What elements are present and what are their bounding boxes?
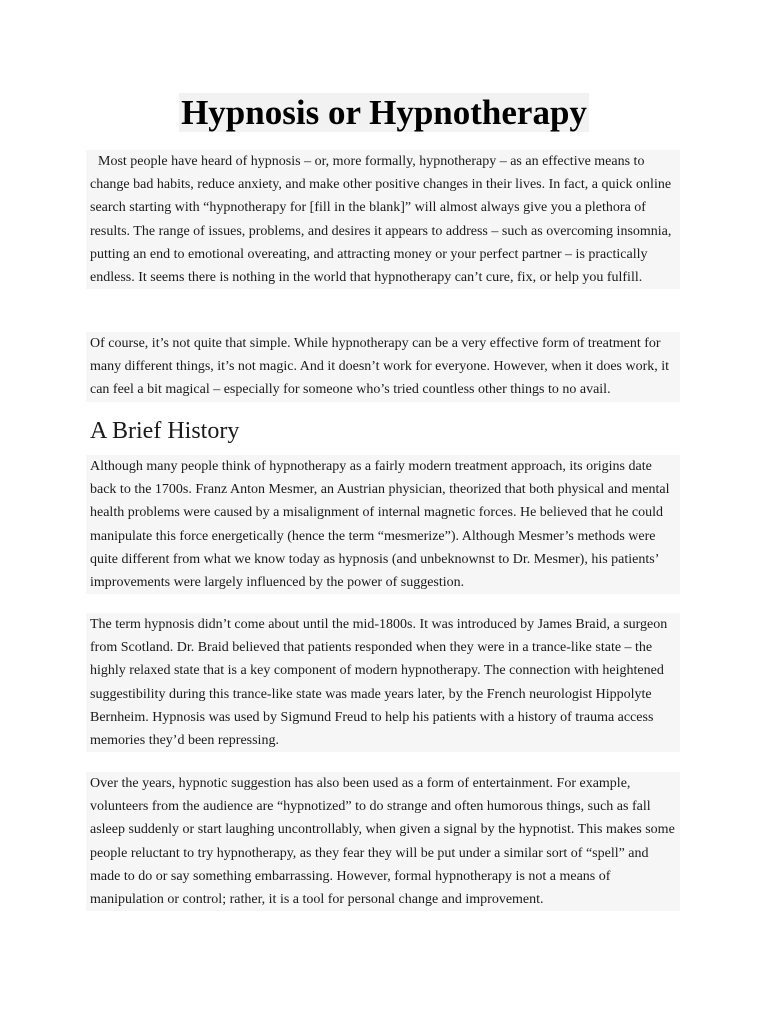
history-paragraph-block <box>86 613 680 752</box>
history-paragraph: The term hypnosis didn’t come about until the mid-1800s. It was introduced by James Braid, a surgeon from Scotland. Dr. Braid believed that patients responded when they were in a trance-like state – the highly relaxed state that is a key component of modern hypnotherapy. The connection with heightened suggestibility during this trance-like state was made years later, by the French neurologist Hippolyte Bernheim. Hypnosis was used by Sigmund Freud to help his patients with a history of trauma access memories they’d been repressing. <box>90 617 668 749</box>
history-paragraph: Although many people think of hypnotherapy as a fairly modern treatment approach, its origins date back to the 1700s. Franz Anton Mesmer, an Austrian physician, theorized that both physical and mental health problems were caused by a misalignment of internal magnetic forces. He believed that he could manipulate this force energetically (hence the term “mesmerize”). Although Mesmer’s methods were quite different from what we know today as hypnosis (and unbeknownst to Dr. Mesmer), his patients’ improvements were largely influenced by the power of suggestion. <box>90 459 670 591</box>
caveat-paragraph: Of course, it’s not quite that simple. While hypnotherapy can be a very effective form of treatment for many different things, it’s not magic. And it doesn’t work for everyone. However, when it does work, it can feel a bit magical – especially for someone who’s tried countless other things to no avail. <box>90 336 670 398</box>
history-paragraph-block <box>86 772 680 911</box>
document-title <box>0 90 768 136</box>
intro-paragraph: Most people have heard of hypnosis – or, more formally, hypnotherapy – as an effective means to change bad habits, reduce anxiety, and make other positive changes in their lives. In fact, a quick online search starting with “hypnotherapy for [fill in the blank]” will almost always give you a plethora of results. The range of issues, problems, and desires it appears to address – such as overcoming insomnia, putting an end to emotional overeating, and attracting money or your perfect partner – is practically endless. It seems there is nothing in the world that hypnotherapy can’t cure, fix, or help you fulfill. <box>90 154 672 286</box>
document-title-text: Hypnosis or Hypnotherapy <box>181 93 587 132</box>
history-paragraph-block <box>86 455 680 594</box>
caveat-paragraph-block <box>86 332 680 402</box>
intro-paragraph-block <box>86 150 680 289</box>
history-paragraph: Over the years, hypnotic suggestion has also been used as a form of entertainment. For example, volunteers from the audience are “hypnotized” to do strange and often humorous things, such as fall asleep suddenly or start laughing uncontrollably, when given a signal by the hypnotist. This makes some people reluctant to try hypnotherapy, as they fear they will be put under a similar sort of “spell” and made to do or say something embarrassing. However, formal hypnotherapy is not a means of manipulation or control; rather, it is a tool for personal change and improvement. <box>90 776 675 908</box>
section-heading: A Brief History <box>90 418 240 444</box>
